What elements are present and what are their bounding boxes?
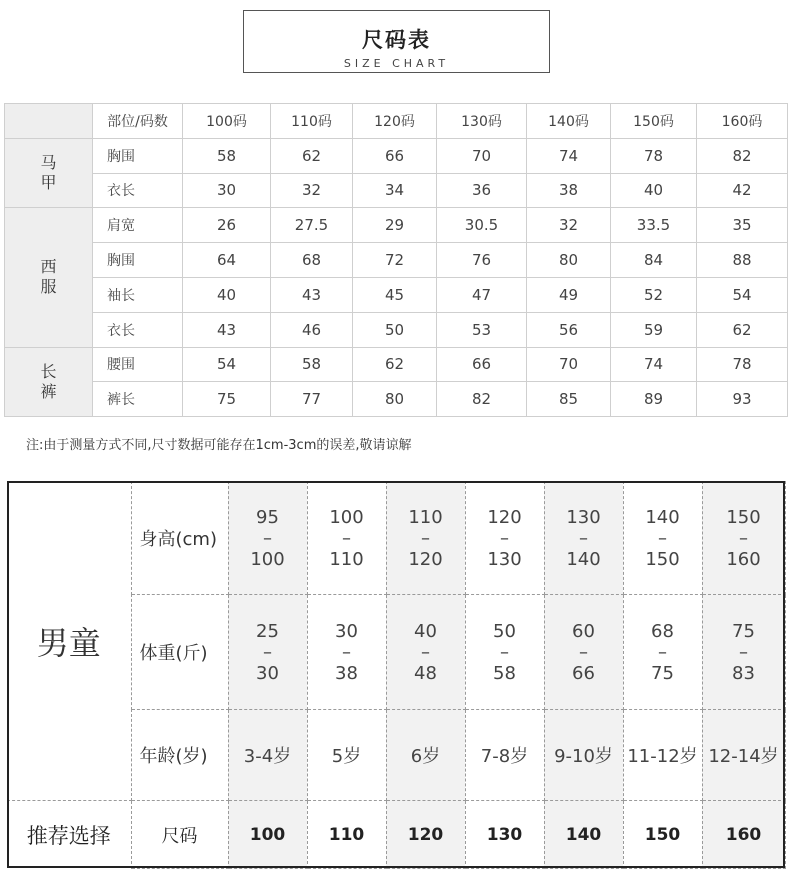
range-max: 110 [329, 548, 364, 570]
age-value: 6岁 [386, 710, 465, 801]
range-stack [466, 621, 544, 684]
category-label: 男童 [7, 482, 131, 801]
measurement-value: 68 [271, 243, 353, 278]
height-range [386, 482, 465, 595]
range-max: 58 [493, 662, 516, 684]
measurement-value: 33.5 [611, 208, 697, 243]
size-value: 140 [544, 801, 623, 869]
range-stack [229, 621, 307, 684]
range-max: 83 [732, 662, 755, 684]
measurement-value: 43 [271, 277, 353, 312]
range-max: 100 [250, 548, 285, 570]
size-value: 150 [623, 801, 702, 869]
measurement-value: 62 [697, 312, 788, 347]
measurement-value: 46 [271, 312, 353, 347]
measurement-value: 66 [353, 138, 437, 173]
measurement-value: 30.5 [437, 208, 527, 243]
measurement-value: 58 [271, 347, 353, 382]
measurement-value: 29 [353, 208, 437, 243]
measurement-value: 58 [183, 138, 271, 173]
weight-range [307, 595, 386, 710]
height-row [7, 482, 785, 595]
range-max: 48 [414, 662, 437, 684]
measurement-value: 76 [437, 243, 527, 278]
range-min: 60 [572, 620, 595, 642]
range-separator: – [739, 641, 748, 663]
measurement-value: 70 [527, 347, 611, 382]
weight-label: 体重(斤) [131, 595, 228, 710]
range-separator: – [739, 527, 748, 549]
garment-size-table [4, 103, 788, 417]
size-value: 160 [702, 801, 785, 869]
height-range [465, 482, 544, 595]
weight-range [623, 595, 702, 710]
range-max: 38 [335, 662, 358, 684]
range-max: 140 [566, 548, 601, 570]
header-size: 110码 [271, 104, 353, 139]
range-min: 150 [726, 506, 761, 528]
measurement-value: 88 [697, 243, 788, 278]
size-value: 120 [386, 801, 465, 869]
measurement-value: 93 [697, 382, 788, 417]
measurement-part: 裤长 [93, 382, 183, 417]
measurement-note: 注:由于测量方式不同,尺寸数据可能存在1cm-3cm的误差,敬请谅解 [26, 438, 412, 453]
measurement-value: 54 [697, 277, 788, 312]
measurement-value: 89 [611, 382, 697, 417]
height-range [623, 482, 702, 595]
height-range [702, 482, 785, 595]
age-label: 年龄(岁) [131, 710, 228, 801]
age-value: 3-4岁 [228, 710, 307, 801]
range-max: 75 [651, 662, 674, 684]
measurement-value: 34 [353, 173, 437, 208]
range-stack [387, 621, 465, 684]
range-min: 140 [645, 506, 680, 528]
measurement-value: 62 [271, 138, 353, 173]
range-separator: – [421, 641, 430, 663]
weight-range [702, 595, 785, 710]
range-max: 120 [408, 548, 443, 570]
range-separator: – [500, 527, 509, 549]
range-separator: – [658, 641, 667, 663]
weight-range [465, 595, 544, 710]
table-row [5, 208, 788, 243]
measurement-value: 78 [697, 347, 788, 382]
height-range [307, 482, 386, 595]
range-separator: – [658, 527, 667, 549]
measurement-value: 36 [437, 173, 527, 208]
measurement-value: 70 [437, 138, 527, 173]
table-row [5, 277, 788, 312]
range-max: 130 [487, 548, 522, 570]
range-max: 66 [572, 662, 595, 684]
range-min: 50 [493, 620, 516, 642]
range-stack [703, 621, 785, 684]
range-separator: – [500, 641, 509, 663]
size-label: 尺码 [131, 801, 228, 869]
range-stack [466, 507, 544, 570]
range-separator: – [579, 527, 588, 549]
measurement-value: 43 [183, 312, 271, 347]
range-max: 30 [256, 662, 279, 684]
range-stack [308, 621, 386, 684]
size-value: 100 [228, 801, 307, 869]
range-min: 40 [414, 620, 437, 642]
header-label: 部位/码数 [93, 104, 183, 139]
boys-size-table [7, 481, 786, 869]
range-stack [545, 621, 623, 684]
measurement-value: 32 [271, 173, 353, 208]
range-separator: – [263, 641, 272, 663]
garment-group-label [5, 347, 93, 417]
range-stack [545, 507, 623, 570]
page-subtitle: SIZE CHART [343, 57, 450, 70]
measurement-value: 74 [527, 138, 611, 173]
range-separator: – [421, 527, 430, 549]
range-stack [624, 621, 702, 684]
header-size: 140码 [527, 104, 611, 139]
range-separator: – [342, 527, 351, 549]
measurement-value: 27.5 [271, 208, 353, 243]
measurement-part: 胸围 [93, 138, 183, 173]
range-min: 30 [335, 620, 358, 642]
table-row [5, 243, 788, 278]
weight-range [228, 595, 307, 710]
header-size: 150码 [611, 104, 697, 139]
measurement-value: 54 [183, 347, 271, 382]
title-box [243, 10, 550, 73]
range-min: 68 [651, 620, 674, 642]
measurement-value: 72 [353, 243, 437, 278]
measurement-value: 26 [183, 208, 271, 243]
range-min: 25 [256, 620, 279, 642]
measurement-part: 袖长 [93, 277, 183, 312]
table-row [5, 138, 788, 173]
size-row [7, 801, 785, 869]
measurement-value: 40 [183, 277, 271, 312]
header-corner [5, 104, 93, 139]
range-max: 150 [645, 548, 680, 570]
range-min: 100 [329, 506, 364, 528]
range-min: 130 [566, 506, 601, 528]
range-stack [703, 507, 785, 570]
measurement-value: 35 [697, 208, 788, 243]
recommend-label: 推荐选择 [7, 801, 131, 869]
page-title: 尺码表 [362, 28, 431, 52]
measurement-value: 78 [611, 138, 697, 173]
range-stack [387, 507, 465, 570]
measurement-value: 82 [437, 382, 527, 417]
garment-group-label [5, 208, 93, 347]
garment-group-char: 马 [40, 153, 57, 173]
table-row [5, 347, 788, 382]
range-min: 75 [732, 620, 755, 642]
measurement-value: 42 [697, 173, 788, 208]
age-value: 11-12岁 [623, 710, 702, 801]
table-row [5, 312, 788, 347]
measurement-value: 50 [353, 312, 437, 347]
table-header-row [5, 104, 788, 139]
measurement-value: 85 [527, 382, 611, 417]
size-value: 130 [465, 801, 544, 869]
range-separator: – [263, 527, 272, 549]
age-value: 9-10岁 [544, 710, 623, 801]
range-stack [229, 507, 307, 570]
measurement-value: 47 [437, 277, 527, 312]
measurement-part: 肩宽 [93, 208, 183, 243]
garment-group-char: 甲 [40, 173, 57, 193]
measurement-part: 胸围 [93, 243, 183, 278]
measurement-part: 衣长 [93, 173, 183, 208]
size-value: 110 [307, 801, 386, 869]
table-row [5, 173, 788, 208]
range-min: 110 [408, 506, 443, 528]
age-value: 7-8岁 [465, 710, 544, 801]
header-size: 120码 [353, 104, 437, 139]
measurement-value: 62 [353, 347, 437, 382]
height-label: 身高(cm) [131, 482, 228, 595]
range-stack [624, 507, 702, 570]
measurement-value: 80 [353, 382, 437, 417]
range-max: 160 [726, 548, 761, 570]
measurement-value: 66 [437, 347, 527, 382]
height-range [228, 482, 307, 595]
garment-group-label [5, 138, 93, 208]
range-separator: – [342, 641, 351, 663]
garment-group-char: 长 [40, 361, 57, 381]
header-size: 160码 [697, 104, 788, 139]
garment-group-char: 裤 [40, 381, 57, 401]
height-range [544, 482, 623, 595]
measurement-value: 52 [611, 277, 697, 312]
measurement-value: 82 [697, 138, 788, 173]
range-separator: – [579, 641, 588, 663]
measurement-part: 衣长 [93, 312, 183, 347]
measurement-value: 32 [527, 208, 611, 243]
table-row [5, 382, 788, 417]
measurement-value: 59 [611, 312, 697, 347]
age-value: 5岁 [307, 710, 386, 801]
garment-group-char: 西 [40, 257, 57, 277]
measurement-value: 49 [527, 277, 611, 312]
measurement-part: 腰围 [93, 347, 183, 382]
measurement-value: 53 [437, 312, 527, 347]
weight-range [386, 595, 465, 710]
header-size: 130码 [437, 104, 527, 139]
range-min: 120 [487, 506, 522, 528]
measurement-value: 74 [611, 347, 697, 382]
measurement-value: 84 [611, 243, 697, 278]
measurement-value: 80 [527, 243, 611, 278]
measurement-value: 38 [527, 173, 611, 208]
measurement-value: 40 [611, 173, 697, 208]
measurement-value: 77 [271, 382, 353, 417]
garment-group-char: 服 [40, 277, 57, 297]
measurement-value: 75 [183, 382, 271, 417]
measurement-value: 56 [527, 312, 611, 347]
range-stack [308, 507, 386, 570]
measurement-value: 45 [353, 277, 437, 312]
measurement-value: 64 [183, 243, 271, 278]
header-size: 100码 [183, 104, 271, 139]
weight-range [544, 595, 623, 710]
age-value: 12-14岁 [702, 710, 785, 801]
measurement-value: 30 [183, 173, 271, 208]
range-min: 95 [256, 506, 279, 528]
